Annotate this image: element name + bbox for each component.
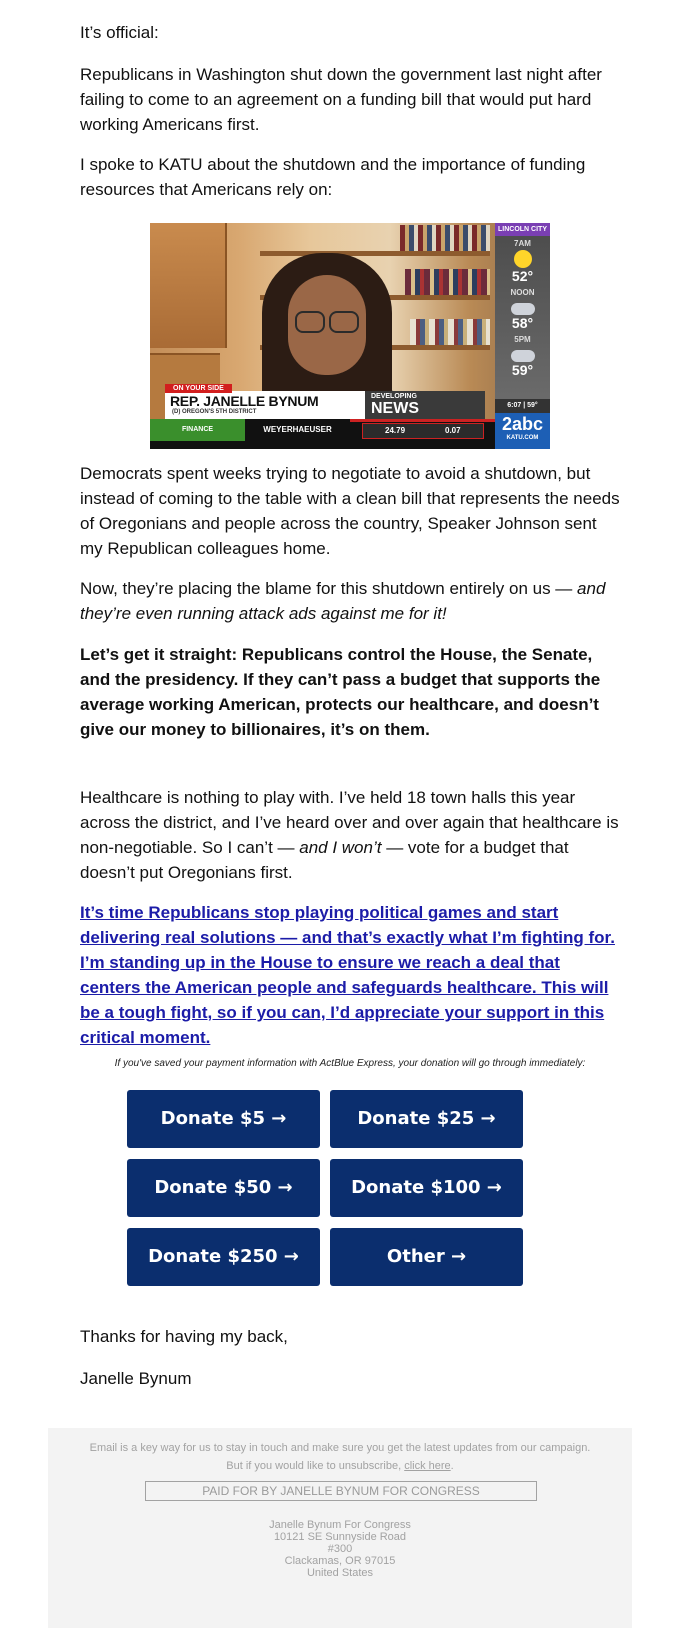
paragraph-cta	[80, 900, 620, 1050]
paragraph-shutdown: Republicans in Washington shut down the government last night after failing to come to an agreement on a funding bill that would put hard working Americans first.	[80, 65, 602, 134]
on-your-side-tag: ON YOUR SIDE	[165, 384, 232, 393]
donate-other-button[interactable]: Other →	[330, 1228, 523, 1286]
healthcare-text: Healthcare is nothing to play with. I’ve held 18 town halls this year across the district, and I’ve heard over and over again that healthcare is non-negotiable. So I can’t —	[80, 788, 619, 857]
footer-unsubscribe-line	[48, 1460, 632, 1472]
email-footer	[48, 1428, 632, 1628]
paragraph-katu: I spoke to KATU about the shutdown and the importance of funding resources that Americans rely on:	[80, 155, 586, 199]
donate-5-button[interactable]: Donate $5 →	[127, 1090, 320, 1148]
footer-email-note: Email is a key way for us to stay in touch and make sure you get the latest updates from our campaign.	[89, 1442, 591, 1454]
weather-temp: 52°	[511, 268, 534, 284]
paragraph-healthcare	[80, 785, 620, 885]
weather-time: 7AM	[514, 239, 531, 248]
developing-news	[365, 391, 485, 419]
developing-label: DEVELOPING	[371, 393, 417, 400]
ticker-change: 0.07	[445, 426, 461, 435]
katu-logo	[495, 413, 550, 449]
address-line: #300	[327, 1543, 353, 1555]
healthcare-emphasis: and I won’t	[299, 838, 382, 857]
unsubscribe-link[interactable]: click here	[404, 1460, 451, 1472]
paragraph-straight: Let’s get it straight: Republicans control the House, the Senate, and the presidency. If they can’t pass a budget that supports the average working American, protects our healthcare, and doesn’t give our money to billionaires, it’s on them.	[80, 645, 601, 739]
donate-250-button[interactable]: Donate $250 →	[127, 1228, 320, 1286]
news-label: NEWS	[371, 400, 419, 417]
katu-video-thumbnail[interactable]	[150, 223, 550, 449]
donate-50-button[interactable]: Donate $50 →	[127, 1159, 320, 1217]
books	[405, 269, 490, 295]
paid-for-disclaimer: PAID FOR BY JANELLE BYNUM FOR CONGRESS	[145, 1481, 537, 1501]
books	[400, 225, 490, 251]
weather-temp: 59°	[511, 362, 534, 378]
lower-third-name: REP. JANELLE BYNUM	[170, 393, 319, 409]
weather-time: NOON	[510, 288, 535, 297]
actblue-express-note: If you've saved your payment information with ActBlue Express, your donation will go through immediately:	[114, 1058, 586, 1069]
donate-100-button[interactable]: Donate $100 →	[330, 1159, 523, 1217]
ticker-section: FINANCE	[150, 419, 245, 441]
stock-ticker	[150, 419, 495, 449]
weather-time: 5PM	[514, 335, 531, 344]
address-line: 10121 SE Sunnyside Road	[273, 1531, 407, 1543]
ticker-values	[362, 423, 484, 439]
unsubscribe-prefix: But if you would like to unsubscribe,	[226, 1460, 405, 1472]
books	[410, 319, 490, 345]
clock-temp: 6:07 | 59°	[495, 399, 550, 413]
healthcare-text-end: — vote for a budget that doesn’t put Oregonians first.	[80, 838, 569, 882]
cabinet	[150, 223, 227, 348]
donate-25-button[interactable]: Donate $25 →	[330, 1090, 523, 1148]
cta-donate-link[interactable]: It’s time Republicans stop playing political games and start delivering real solutions — and that’s exactly what I’m fighting for. I’m standing up in the House to ensure we reach a deal that centers the American people and safeguards healthcare. This will be a tough fight, so if you can, I’d appreciate your support in this critical moment.	[80, 903, 615, 1047]
bookshelf	[260, 251, 490, 256]
rain-cloud-icon	[511, 350, 535, 362]
ticker-price: 24.79	[385, 426, 406, 435]
unsubscribe-suffix: .	[450, 1460, 454, 1472]
channel-number: 2abc	[501, 414, 544, 434]
paragraph-negotiate: Democrats spent weeks trying to negotiate to avoid a shutdown, but instead of coming to the table with a clean bill that represents the needs of Oregonians and people across the country, Speaker Johnson sent my Republican colleagues home.	[80, 464, 620, 558]
signature: Janelle Bynum	[80, 1369, 192, 1388]
weather-city: LINCOLN CITY	[495, 223, 550, 236]
paragraph-blame	[80, 576, 620, 626]
ticker-company: WEYERHAEUSER	[263, 425, 332, 434]
address-line: Clackamas, OR 97015	[284, 1555, 396, 1567]
address-line: Janelle Bynum For Congress	[269, 1519, 411, 1531]
sun-icon	[514, 250, 532, 268]
blame-emphasis: and they’re even running attack ads against me for it!	[80, 579, 606, 623]
address-line: United States	[306, 1567, 374, 1579]
blame-text: Now, they’re placing the blame for this shutdown entirely on us —	[80, 579, 578, 598]
lower-third-district: (D) OREGON'S 5TH DISTRICT	[172, 409, 257, 415]
weather-panel	[495, 223, 550, 413]
ticker-accent	[350, 419, 495, 422]
glasses	[295, 311, 361, 331]
weather-temp: 58°	[511, 315, 534, 331]
cloud-icon	[511, 303, 535, 315]
closing-text: Thanks for having my back,	[80, 1327, 288, 1346]
paragraph-intro: It’s official:	[80, 23, 159, 42]
katu-site: KATU.COM	[506, 435, 539, 441]
